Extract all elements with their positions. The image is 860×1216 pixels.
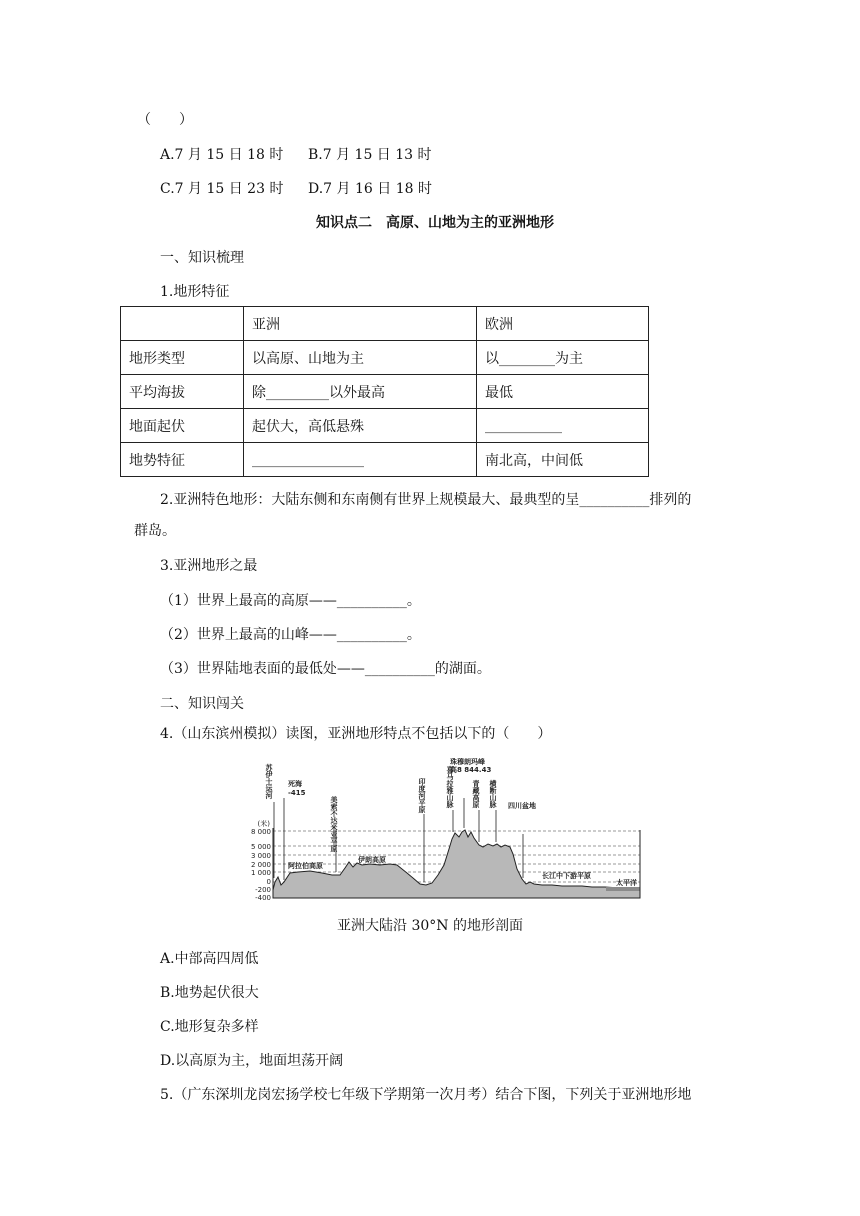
table-cell: 亚洲 <box>244 307 477 341</box>
q4-option-b: B.地势起伏很大 <box>160 985 259 1001</box>
label-indo-gangetic: 印度河平原 <box>418 778 426 813</box>
label-dead-sea-value: -415 <box>288 789 306 797</box>
label-iranian: 伊朗高原 <box>358 856 386 864</box>
label-hengduan: 横断山脉 <box>489 780 497 808</box>
q4-stem: 4.（山东滨州模拟）读图，亚洲地形特点不包括以下的（ ） <box>160 726 552 742</box>
label-himalaya: 喜马拉雅山脉 <box>446 766 454 808</box>
table-header-row <box>121 307 649 341</box>
label-sichuan: 四川盆地 <box>508 802 536 810</box>
table-cell: 平均海拔 <box>121 375 244 409</box>
table-cell: 地面起伏 <box>121 409 244 443</box>
item3-sub1: （1）世界上最高的高原——__________。 <box>160 593 421 609</box>
item2-line1: 2.亚洲特色地形：大陆东侧和东南侧有世界上规模最大、最典型的呈__________排列的 <box>160 492 692 508</box>
label-arabian: 阿拉伯高原 <box>288 862 323 870</box>
item2-line2: 群岛。 <box>134 523 176 539</box>
table-row <box>121 375 649 409</box>
part2-heading: 二、知识闯关 <box>160 696 244 712</box>
q4-option-d: D.以高原为主，地面坦荡开阔 <box>160 1053 344 1069</box>
item1-heading: 1.地形特征 <box>160 284 230 300</box>
table-row <box>121 443 649 477</box>
q4-option-c: C.地形复杂多样 <box>160 1019 259 1035</box>
table-row <box>121 341 649 375</box>
q4-option-a: A.中部高四周低 <box>160 951 259 967</box>
pacific-water <box>606 887 640 891</box>
label-tibet: 青藏高原 <box>472 780 480 808</box>
item3-sub3: （3）世界陆地表面的最低处——__________的湖面。 <box>160 661 491 677</box>
terrain-profile-figure <box>250 758 642 903</box>
table-cell: 欧洲 <box>477 307 649 341</box>
label-dead-sea: 死海 <box>288 780 302 788</box>
label-mesopotamia: 美索不达米亚平原 <box>330 796 338 852</box>
y-tick: -400 <box>255 894 271 902</box>
q5-stem: 5.（广东深圳龙岗宏扬学校七年级下学期第一次月考）结合下图，下列关于亚洲地形地 <box>160 1087 692 1103</box>
option-c: C.7 月 15 日 23 时 <box>160 181 284 197</box>
label-everest: 珠穆朗玛峰 <box>450 758 485 766</box>
table-cell: 以高原、山地为主 <box>244 341 477 375</box>
answer-paren: （ ） <box>137 112 193 128</box>
table-cell: 除_________以外最高 <box>244 375 477 409</box>
terrain-feature-table <box>120 306 649 477</box>
y-tick: 1 000 <box>250 869 271 877</box>
table-cell: 以________为主 <box>477 341 649 375</box>
table-cell: 最低 <box>477 375 649 409</box>
label-everest-value: 高8 844.43 <box>450 766 492 774</box>
part1-heading: 一、知识梳理 <box>160 250 244 266</box>
y-tick: 8 000 <box>250 828 271 836</box>
item3-sub2: （2）世界上最高的山峰——__________。 <box>160 627 421 643</box>
y-tick: 5 000 <box>250 843 271 851</box>
figure-caption: 亚洲大陆沿 30°N 的地形剖面 <box>337 918 523 934</box>
option-a: A.7 月 15 日 18 时 <box>160 147 284 163</box>
table-cell: 地势特征 <box>121 443 244 477</box>
table-cell: 地形类型 <box>121 341 244 375</box>
option-b: B.7 月 15 日 13 时 <box>308 147 432 163</box>
table-cell <box>121 307 244 341</box>
section-title: 知识点二 高原、山地为主的亚洲地形 <box>316 215 554 231</box>
y-tick: 0 <box>266 878 271 886</box>
table-row <box>121 409 649 443</box>
label-pacific: 太平洋 <box>616 879 637 887</box>
table-cell: 起伏大，高低悬殊 <box>244 409 477 443</box>
label-yangtze: 长江中下游平原 <box>542 872 591 880</box>
label-suez: 苏伊士运河 <box>265 764 273 799</box>
y-tick: -200 <box>255 886 271 894</box>
y-unit-label: (米) <box>257 820 270 828</box>
y-tick: 3 000 <box>250 852 271 860</box>
option-d: D.7 月 16 日 18 时 <box>308 181 432 197</box>
table-cell: ___________ <box>477 409 649 443</box>
item3-heading: 3.亚洲地形之最 <box>160 558 258 574</box>
table-cell: 南北高，中间低 <box>477 443 649 477</box>
table-cell: ________________ <box>244 443 477 477</box>
y-tick: 2 000 <box>250 861 271 869</box>
